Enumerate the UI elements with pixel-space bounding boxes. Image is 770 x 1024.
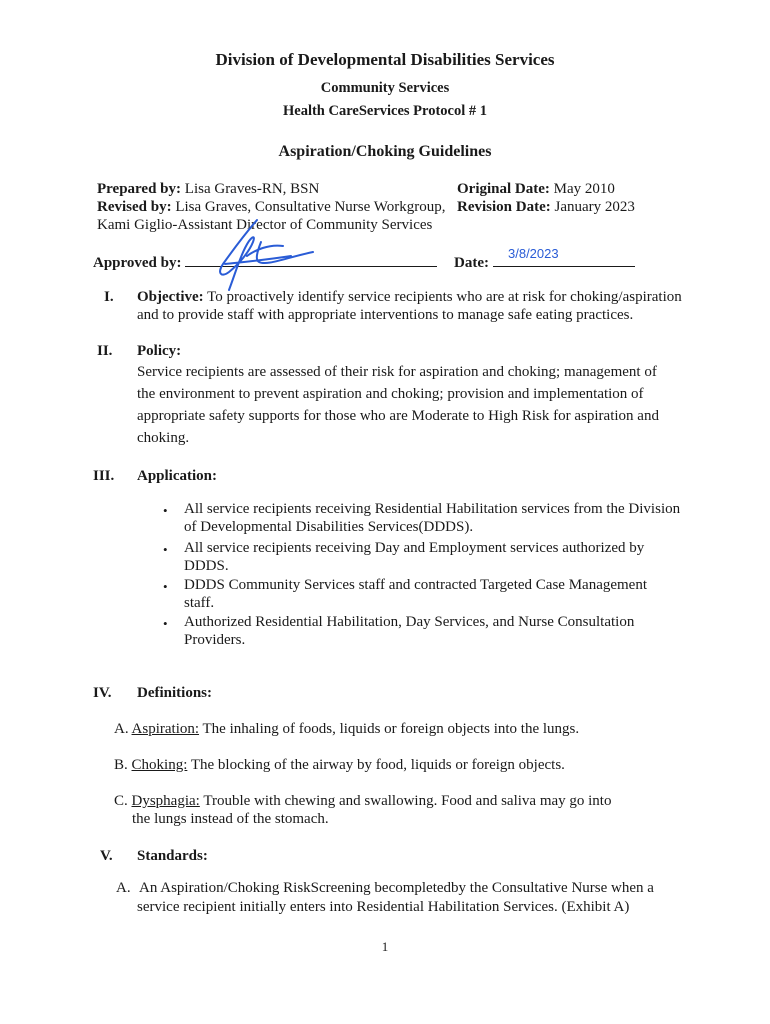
policy-line-3: appropriate safety supports for those who are Moderate to High Risk for aspiration and bbox=[137, 408, 659, 424]
prepared-value: Lisa Graves-RN, BSN bbox=[184, 181, 320, 197]
definitions-label: Definitions: bbox=[137, 685, 212, 701]
community-services: Community Services bbox=[320, 80, 450, 96]
section-number-4: IV. bbox=[93, 685, 112, 701]
application-item-3-line-1: DDDS Community Services staff and contracted Targeted Case Management bbox=[184, 577, 648, 593]
revision-value: January 2023 bbox=[554, 199, 635, 215]
date-label: Date: bbox=[454, 255, 489, 271]
page-number: 1 bbox=[381, 939, 389, 954]
bullet-3: • bbox=[163, 579, 168, 594]
bullet-2: • bbox=[163, 542, 168, 557]
objective-line-2: and to provide staff with appropriate interventions to manage safe eating practices. bbox=[137, 307, 634, 323]
approved-label: Approved by: bbox=[93, 255, 182, 271]
objective-label: Objective: bbox=[137, 289, 204, 305]
definition-letter-a: A. bbox=[114, 721, 129, 737]
definition-aspiration-text: The inhaling of foods, liquids or foreign objects into the lungs. bbox=[199, 721, 580, 737]
definition-choking-text: The blocking of the airway by food, liquids or foreign objects. bbox=[187, 757, 565, 773]
definition-letter-b: B. bbox=[114, 757, 128, 773]
revised-continuation: Kami Giglio-Assistant Director of Community Services bbox=[97, 217, 433, 233]
application-item-4-line-1: Authorized Residential Habilitation, Day Services, and Nurse Consultation bbox=[184, 614, 635, 630]
standards-item-a-line-2: service recipient initially enters into Residential Habilitation Services. (Exhibit A) bbox=[137, 899, 630, 915]
application-item-2-line-1: All service recipients receiving Day and Employment services authorized by bbox=[184, 540, 645, 556]
division-title: Division of Developmental Disabilities Services bbox=[215, 50, 555, 69]
definition-dysphagia-text: Trouble with chewing and swallowing. Food and saliva may go into bbox=[199, 793, 612, 809]
definition-dysphagia bbox=[114, 793, 611, 810]
application-label: Application: bbox=[137, 468, 218, 484]
signed-date: 3/8/2023 bbox=[508, 246, 559, 261]
policy-label: Policy: bbox=[137, 343, 182, 359]
application-item-4-line-2: Providers. bbox=[184, 632, 246, 648]
revised-label: Revised by: bbox=[97, 199, 172, 215]
prepared-by bbox=[97, 181, 319, 198]
section-number-1: I. bbox=[104, 289, 114, 305]
original-label: Original Date: bbox=[457, 181, 550, 197]
revision-label: Revision Date: bbox=[457, 199, 551, 215]
term-aspiration: Aspiration: bbox=[131, 721, 200, 737]
standards-item-a-letter: A. bbox=[116, 880, 131, 896]
standards-label: Standards: bbox=[137, 848, 208, 864]
objective-line-1 bbox=[137, 289, 682, 306]
definition-dysphagia-cont: the lungs instead of the stomach. bbox=[132, 811, 329, 827]
original-date bbox=[457, 181, 615, 198]
date-line bbox=[493, 266, 635, 267]
revised-value: Lisa Graves, Consultative Nurse Workgroup, bbox=[175, 199, 446, 215]
definition-letter-c: C. bbox=[114, 793, 128, 809]
policy-line-1: Service recipients are assessed of their risk for aspiration and choking; management of bbox=[137, 364, 657, 380]
objective-text: To proactively identify service recipients who are at risk for choking/aspiration bbox=[207, 289, 682, 305]
original-value: May 2010 bbox=[553, 181, 615, 197]
revision-date bbox=[457, 199, 635, 216]
application-item-2-line-2: DDDS. bbox=[184, 558, 229, 574]
section-number-5: V. bbox=[100, 848, 113, 864]
bullet-4: • bbox=[163, 616, 168, 631]
protocol-number: Health CareServices Protocol # 1 bbox=[282, 103, 488, 119]
application-item-3-line-2: staff. bbox=[184, 595, 215, 611]
prepared-label: Prepared by: bbox=[97, 181, 182, 197]
application-item-1-line-1: All service recipients receiving Residential Habilitation services from the Division bbox=[184, 501, 681, 517]
definition-choking bbox=[114, 757, 565, 774]
policy-line-4: choking. bbox=[137, 430, 190, 446]
section-number-2: II. bbox=[97, 343, 113, 359]
standards-item-a-line-1: An Aspiration/Choking RiskScreening becompletedby the Consultative Nurse when a bbox=[139, 880, 654, 896]
application-item-1-line-2: of Developmental Disabilities Services(DDDS). bbox=[184, 519, 474, 535]
term-dysphagia: Dysphagia: bbox=[131, 793, 200, 809]
section-number-3: III. bbox=[93, 468, 115, 484]
document-title: Aspiration/Choking Guidelines bbox=[278, 143, 492, 160]
policy-line-2: the environment to prevent aspiration and choking; provision and implementation of bbox=[137, 386, 644, 402]
bullet-1: • bbox=[163, 503, 168, 518]
definition-aspiration bbox=[114, 721, 579, 738]
term-choking: Choking: bbox=[131, 757, 188, 773]
